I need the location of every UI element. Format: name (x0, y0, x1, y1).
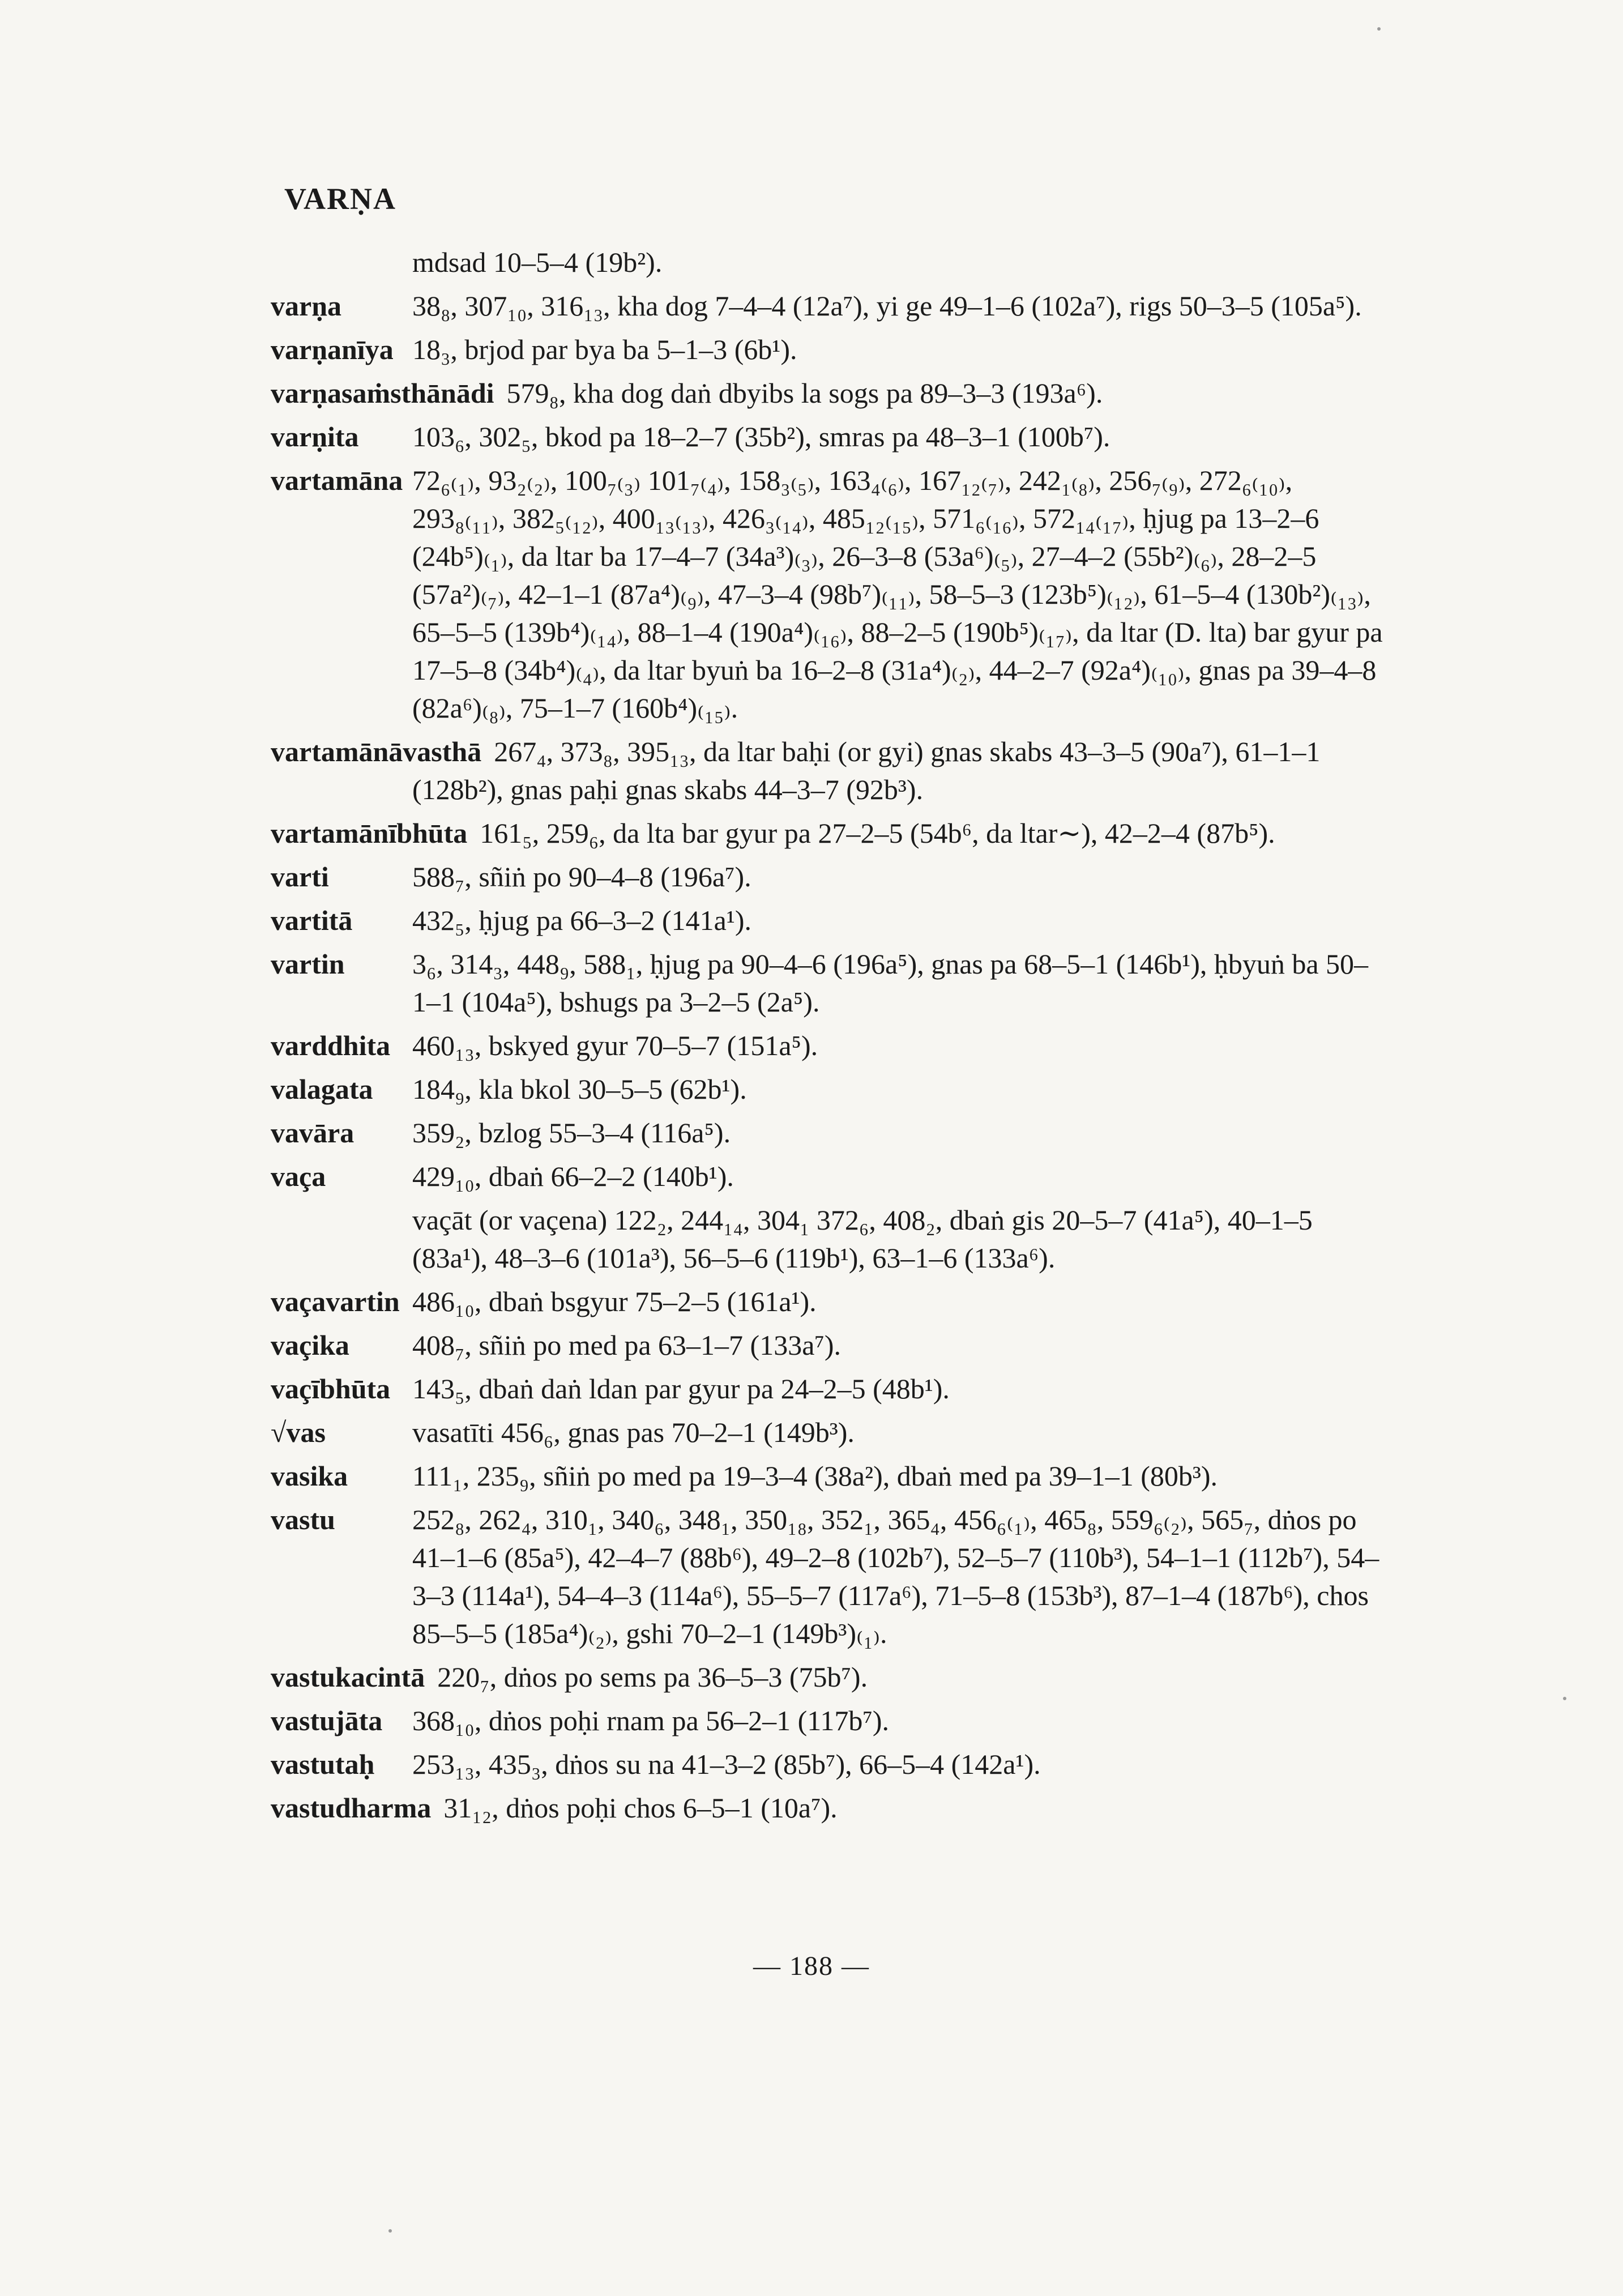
entry-headword: vaça (271, 1160, 326, 1192)
dictionary-entry (271, 1070, 1387, 1108)
entry-text: 460₁₃, bskyed gyur 70–5–7 (151a⁵). (412, 1030, 818, 1061)
dictionary-entry (271, 858, 1387, 896)
entry-headword: vaçavartin (271, 1286, 400, 1317)
entry-text: mdsad 10–5–4 (19b²). (412, 246, 663, 278)
entry-headword: varti (271, 861, 329, 893)
dictionary-entry (271, 945, 1387, 1021)
dictionary-entry (271, 733, 1387, 809)
running-header: VARṆA (284, 182, 397, 216)
entry-text: 31₁₂, dṅos poḥi chos 6–5–1 (10a⁷). (443, 1792, 838, 1824)
dictionary-entry (271, 1326, 1387, 1364)
entry-text: 429₁₀, dbaṅ 66–2–2 (140b¹). (412, 1160, 734, 1192)
entry-headword: vaçībhūta (271, 1373, 391, 1405)
entry-headword: vartitā (271, 904, 353, 936)
entry-text: 588₇, sñiṅ po 90–4–8 (196a⁷). (412, 861, 751, 893)
entry-headword: vavāra (271, 1117, 355, 1149)
scan-speck (1563, 1697, 1566, 1700)
entry-headword: valagata (271, 1073, 373, 1105)
entry-text: 253₁₃, 435₃, dṅos su na 41–3–2 (85b⁷), 66–5–4 (142a¹). (412, 1748, 1041, 1780)
entry-headword: varṇanīya (271, 334, 394, 365)
dictionary-entry (271, 1027, 1387, 1065)
dictionary-entry (271, 1370, 1387, 1408)
entry-text: 161₅, 259₆, da lta bar gyur pa 27–2–5 (54b⁶, da ltar∼), 42–2–4 (87b⁵). (480, 817, 1275, 849)
entry-headword: vartamānībhūta (271, 817, 468, 849)
dictionary-entry (271, 1702, 1387, 1740)
entry-text: 579₈, kha dog daṅ dbyibs la sogs pa 89–3–3 (193a⁶). (506, 377, 1103, 409)
entry-text: 486₁₀, dbaṅ bsgyur 75–2–5 (161a¹). (412, 1286, 817, 1317)
entry-headword: vastu (271, 1504, 335, 1535)
dictionary-entry (271, 1283, 1387, 1321)
entry-headword: varṇasaṁsthānādi (271, 377, 494, 409)
dictionary-entry (271, 1658, 1387, 1696)
entry-text: vaçāt (or vaçena) 122₂, 244₁₄, 304₁ 372₆, 408₂, dbaṅ gis 20–5–7 (41a⁵), 40–1–5 (83a¹), 48–3–6 (101a³), 56–5–6 (119b¹), 63–1–6 (133a⁶). (412, 1204, 1313, 1274)
dictionary-entry (271, 462, 1387, 727)
dictionary-entry (271, 244, 1387, 281)
dictionary-entry (271, 374, 1387, 412)
dictionary-entry (271, 418, 1387, 456)
entry-headword: vastukacintā (271, 1661, 425, 1693)
dictionary-entry (271, 1501, 1387, 1653)
entry-text: 432₅, ḥjug pa 66–3–2 (141a¹). (412, 904, 751, 936)
entry-text: vasatīti 456₆, gnas pas 70–2–1 (149b³). (412, 1416, 855, 1448)
entry-text: 252₈, 262₄, 310₁, 340₆, 348₁, 350₁₈, 352₁, 365₄, 456₆₍₁₎, 465₈, 559₆₍₂₎, 565₇, dṅos po 41–1–6 (85a⁵), 42–4–7 (88b⁶), 49–2–8 (102b⁷), 52–5–7 (110b³), 54–1–1 (112b⁷), 54–3–3 (114a¹), 54–4–3 (114a⁶), 55–5–7 (117a⁶), 71–5–8 (153b³), 87–1–4 (187b⁶), chos 85–5–5 (185a⁴)₍₂₎, gshi 70–2–1 (149b³)₍₁₎. (412, 1504, 1379, 1649)
dictionary-entry (271, 1746, 1387, 1783)
entry-headword: vastudharma (271, 1792, 432, 1824)
dictionary-entry (271, 1789, 1387, 1827)
entry-text: 3₆, 314₃, 448₉, 588₁, ḥjug pa 90–4–6 (196a⁵), gnas pa 68–5–1 (146b¹), ḥbyuṅ ba 50–1–1 (104a⁵), bshugs pa 3–2–5 (2a⁵). (412, 948, 1369, 1018)
entry-text: 72₆₍₁₎, 93₂₍₂₎, 100₇₍₃₎ 101₇₍₄₎, 158₃₍₅₎, 163₄₍₆₎, 167₁₂₍₇₎, 242₁₍₈₎, 256₇₍₉₎, 272₆₍₁₀₎, 293₈₍₁₁₎, 382₅₍₁₂₎, 400₁₃₍₁₃₎, 426₃₍₁₄₎, 485₁₂₍₁₅₎, 571₆₍₁₆₎, 572₁₄₍₁₇₎, ḥjug pa 13–2–6 (24b⁵)₍₁₎, da ltar ba 17–4–7 (34a³)₍₃₎, 26–3–8 (53a⁶)₍₅₎, 27–4–2 (55b²)₍₆₎, 28–2–5 (57a²)₍₇₎, 42–1–1 (87a⁴)₍₉₎, 47–3–4 (98b⁷)₍₁₁₎, 58–5–3 (123b⁵)₍₁₂₎, 61–5–4 (130b²)₍₁₃₎, 65–5–5 (139b⁴)₍₁₄₎, 88–1–4 (190a⁴)₍₁₆₎, 88–2–5 (190b⁵)₍₁₇₎, da ltar (D. lta) bar gyur pa 17–5–8 (34b⁴)₍₄₎, da ltar byuṅ ba 16–2–8 (31a⁴)₍₂₎, 44–2–7 (92a⁴)₍₁₀₎, gnas pa 39–4–8 (82a⁶)₍₈₎, 75–1–7 (160b⁴)₍₁₅₎. (412, 464, 1383, 724)
entry-headword: vastujāta (271, 1705, 383, 1736)
dictionary-entry (271, 814, 1387, 852)
entry-text: 143₅, dbaṅ daṅ ldan par gyur pa 24–2–5 (48b¹). (412, 1373, 950, 1405)
dictionary-entry (271, 1414, 1387, 1452)
dictionary-entry (271, 1457, 1387, 1495)
entry-text: 38₈, 307₁₀, 316₁₃, kha dog 7–4–4 (12a⁷), yi ge 49–1–6 (102a⁷), rigs 50–3–5 (105a⁵). (412, 290, 1362, 322)
entry-headword: √vas (271, 1416, 326, 1448)
dictionary-entry (271, 1158, 1387, 1196)
dictionary-entry (271, 1114, 1387, 1152)
entry-headword: vartamāna (271, 464, 403, 496)
entry-text: 359₂, bzlog 55–3–4 (116a⁵). (412, 1117, 731, 1149)
entry-text: 111₁, 235₉, sñiṅ po med pa 19–3–4 (38a²), dbaṅ med pa 39–1–1 (80b³). (412, 1460, 1218, 1492)
dictionary-entry (271, 331, 1387, 369)
entry-headword: vaçika (271, 1329, 349, 1361)
entry-headword: varṇita (271, 421, 359, 453)
entry-headword: varddhita (271, 1030, 391, 1061)
page-number: — 188 — (753, 1951, 870, 1981)
entry-text: 368₁₀, dṅos poḥi rnam pa 56–2–1 (117b⁷). (412, 1705, 890, 1736)
entry-text: 103₆, 302₅, bkod pa 18–2–7 (35b²), smras pa 48–3–1 (100b⁷). (412, 421, 1111, 453)
scan-speck (388, 2229, 392, 2233)
dictionary-entry (271, 902, 1387, 940)
dictionary-entry (271, 1201, 1387, 1277)
entry-text: 18₃, brjod par bya ba 5–1–3 (6b¹). (412, 334, 797, 365)
entry-headword: vastutaḥ (271, 1748, 375, 1780)
entry-headword: varṇa (271, 290, 341, 322)
dictionary-entry (271, 287, 1387, 325)
scan-speck (1377, 27, 1381, 31)
entry-list (271, 244, 1387, 1833)
entry-headword: vartamānāvasthā (271, 736, 482, 767)
entry-text: 267₄, 373₈, 395₁₃, da ltar baḥi (or gyi) gnas skabs 43–3–5 (90a⁷), 61–1–1 (128b²), gnas paḥi gnas skabs 44–3–7 (92b³). (412, 736, 1321, 805)
entry-text: 408₇, sñiṅ po med pa 63–1–7 (133a⁷). (412, 1329, 841, 1361)
entry-text: 220₇, dṅos po sems pa 36–5–3 (75b⁷). (437, 1661, 868, 1693)
entry-headword: vasika (271, 1460, 348, 1492)
entry-text: 184₉, kla bkol 30–5–5 (62b¹). (412, 1073, 747, 1105)
entry-headword: vartin (271, 948, 345, 980)
